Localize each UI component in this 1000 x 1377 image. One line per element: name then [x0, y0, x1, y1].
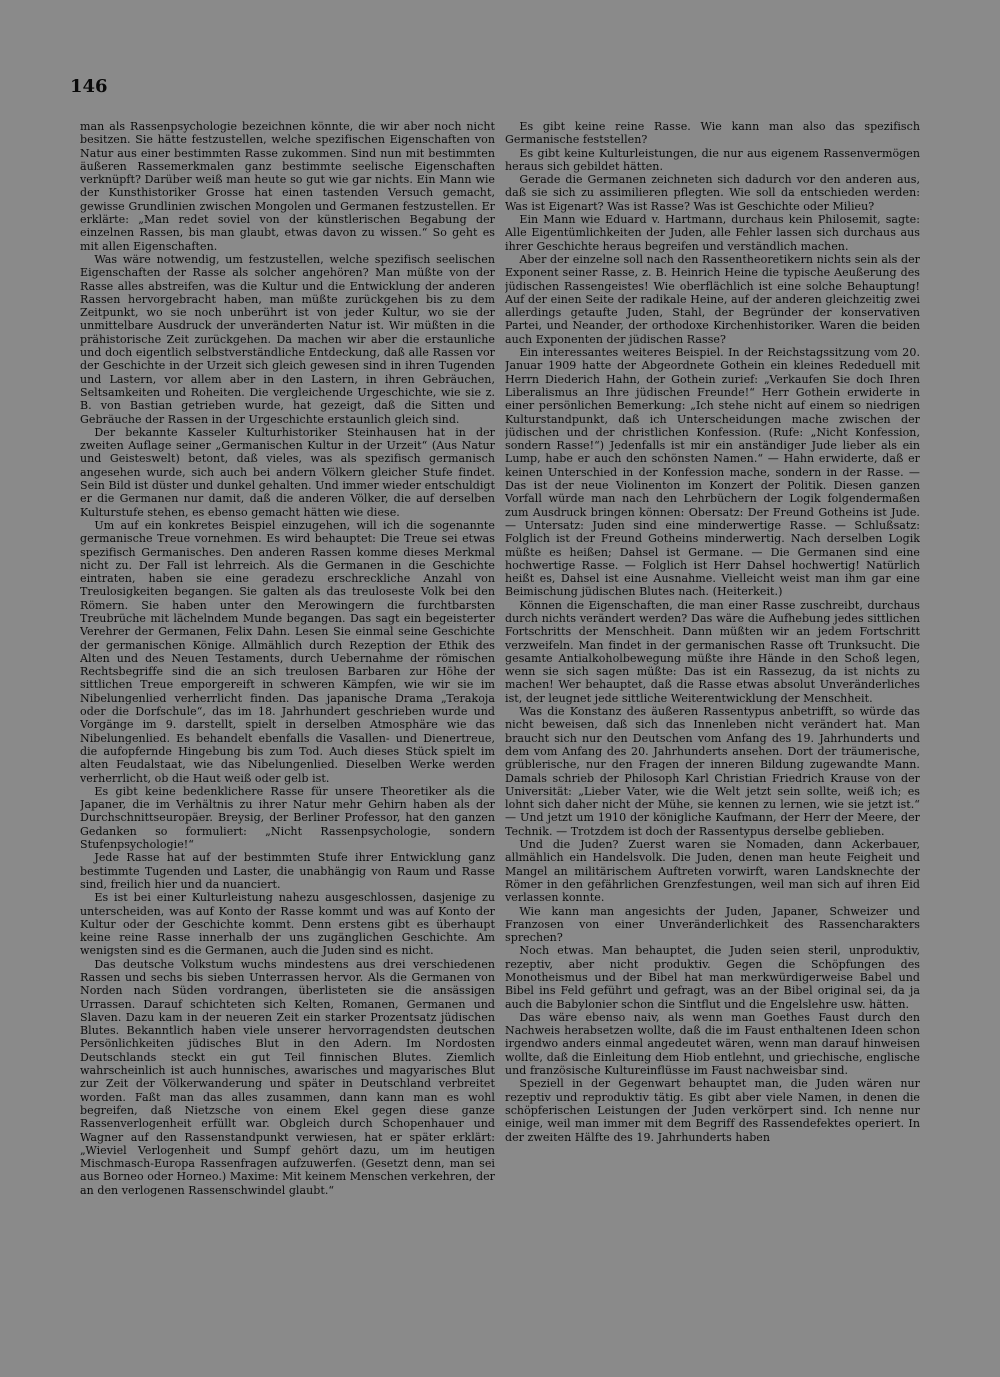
paragraph: Es gibt keine bedenklichere Rasse für unsere Theoretiker als die Japaner, die im Verhältnis zu ihrer Natur mehr Gehirn haben als der Durchschnittseuropäer. Breysig, der Berliner Professor, hat den ganzen Gedanken so formuliert: „Nicht Rassenpsychologie, sondern Stufenpsychologie!“: [80, 784, 495, 852]
paragraph: Der bekannte Kasseler Kulturhistoriker Steinhausen hat in der zweiten Auflage seiner „Germanischen Kultur in der Urzeit“ (Aus Natur und Geisteswelt) betont, daß vieles, was als spezifisch germanisch angesehen wurde, sich auch bei andern Völkern gleicher Stufe findet. Sein Bild ist düster und dunkel gehalten. Und immer wieder entschuldigt er die Germanen nur damit, daß die anderen Völker, die auf derselben Kulturstufe stehen, es ebenso gemacht hätten wie diese.: [80, 425, 495, 519]
left-column: [80, 120, 495, 1285]
paragraph: Das wäre ebenso naiv, als wenn man Goethes Faust durch den Nachweis herabsetzen wollte, daß die im Faust enthaltenen Ideen schon irgendwo anders einmal angedeutet wären, wenn man darauf hinweisen wollte, daß die Einleitung dem Hiob entlehnt, und griechische, englische und französische Kultureinflüsse im Faust nachweisbar sind.: [505, 1010, 920, 1078]
paragraph: Es gibt keine reine Rasse. Wie kann man also das spezifisch Germanische feststellen?: [505, 120, 920, 147]
paragraph: Gerade die Germanen zeichneten sich dadurch vor den anderen aus, daß sie sich zu assimilieren pflegten. Wie soll da entschieden werden: Was ist Eigenart? Was ist Rasse? Was ist Geschichte oder Milieu?: [505, 173, 920, 213]
right-column: [505, 120, 920, 1285]
paragraph: Das deutsche Volkstum wuchs mindestens aus drei verschiedenen Rassen und sechs bis sieben Unterrassen hervor. Als die Germanen von Norden nach Süden vordrangen, überlisteten sie die ansässigen Urrassen. Darauf schichteten sich Kelten, Romanen, Germanen und Slaven. Dazu kam in der neueren Zeit ein starker Prozentsatz jüdischen Blutes. Bekanntlich haben viele unserer hervorragendsten deutschen Persönlichkeiten jüdisches Blut in den Adern. Im Nordosten Deutschlands steckt ein gut Teil finnischen Blutes. Ziemlich wahrscheinlich ist auch hunnisches, awarisches und magyarisches Blut zur Zeit der Völkerwanderung und später in Deutschland verbreitet worden. Faßt man das alles zusammen, dann kann man es wohl begreifen, daß Nietzsche von einem Ekel gegen diese ganze Rassenverlogenheit erfüllt war. Obgleich durch Schopenhauer und Wagner auf den Rassenstandpunkt verwiesen, hat er später erklärt: „Wieviel Verlogenheit und Sumpf gehört dazu, um im heutigen Mischmasch-Europa Rassenfragen aufzuwerfen. (Gesetzt denn, man sei aus Borneo oder Horneo.) Maxime: Mit keinem Menschen verkehren, der an den verlogenen Rassenschwindel glaubt.“: [80, 957, 495, 1197]
paragraph: Es ist bei einer Kulturleistung nahezu ausgeschlossen, dasjenige zu unterscheiden, was auf Konto der Rasse kommt und was auf Konto der Kultur oder der Geschichte kommt. Denn erstens gibt es überhaupt keine reine Rasse innerhalb der uns zugänglichen Geschichte. Am wenigsten sind es die Germanen, auch die Juden sind es nicht.: [80, 891, 495, 958]
paragraph: Ein Mann wie Eduard v. Hartmann, durchaus kein Philosemit, sagte: Alle Eigentümlichkeiten der Juden, alle Fehler lassen sich durchaus aus ihrer Geschichte heraus begreifen und verständlich machen.: [505, 213, 920, 253]
paragraph: Um auf ein konkretes Beispiel einzugehen, will ich die sogenannte germanische Treue vornehmen. Es wird behauptet: Die Treue sei etwas spezifisch Germanisches. Den anderen Rassen komme dieses Merkmal nicht zu. Der Fall ist lehrreich. Als die Germanen in die Geschichte eintraten, haben sie eine geradezu erschreckliche Anzahl von Treulosigkeiten begangen. Sie galten als das treuloseste Volk bei den Römern. Sie haben unter den Merowingern die furchtbarsten Treubrüche mit lächelndem Munde begangen. Das sagt ein begeisterter Verehrer der Germanen, Felix Dahn. Lesen Sie einmal seine Geschichte der germanischen Könige. Allmählich durch Rezeption der Ethik des Alten und des Neuen Testaments, durch Uebernahme der römischen Rechtsbegriffe sind die an sich treulosen Barbaren zur Höhe der sittlichen Treue emporgereift in schweren Kämpfen, wie wir sie im Nibelungenlied verherrlicht finden. Das japanische Drama „Terakoja oder die Dorfschule“, das im 18. Jahrhundert geschrieben wurde und Vorgänge im 9. darstellt, spielt in derselben Atmosphäre wie das Nibelungenlied. Es behandelt ebenfalls die Vasallen- und Dienertreue, die aufopfernde Hingebung bis zum Tod. Auch dieses Stück spielt im alten Feudalstaat, wie das Nibelungenlied. Dieselben Werke werden verherrlicht, ob die Haut weiß oder gelb ist.: [80, 518, 495, 785]
paragraph: Was wäre notwendig, um festzustellen, welche spezifisch seelischen Eigenschaften der Rasse als solcher angehören? Man müßte von der Rasse alles abstreifen, was die Kultur und die Entwicklung der anderen Rassen hervorgebracht haben, man müßte zurückgehen bis zu dem Zeitpunkt, wo sie noch unberührt ist von jeder Kultur, wo sie der unmittelbare Ausdruck der unveränderten Natur ist. Wir müßten in die prähistorische Zeit zurückgehen. Da machen wir aber die erstaunliche und doch eigentlich selbstverständliche Entdeckung, daß alle Rassen vor der Geschichte in der Urzeit sich gleich gewesen sind in ihren Tugenden und Lastern, vor allem aber in den Lastern, in ihren Gebräuchen, Seltsamkeiten und Roheiten. Die vergleichende Urgeschichte, wie sie z. B. von Bastian getrieben wurde, hat gezeigt, daß die Sitten und Gebräuche der Rassen in der Urgeschichte erstaunlich gleich sind.: [80, 252, 495, 426]
paragraph: Es gibt keine Kulturleistungen, die nur aus eigenem Rassenvermögen heraus sich gebildet hätten.: [505, 146, 920, 173]
paragraph: Speziell in der Gegenwart behauptet man, die Juden wären nur rezeptiv und reproduktiv tätig. Es gibt aber viele Namen, in denen die schöpferischen Leistungen der Juden verkörpert sind. Ich nenne nur einige, weil man immer mit dem Begriff des Rassendefektes operiert. In der zweiten Hälfte des 19. Jahrhunderts haben: [505, 1077, 920, 1144]
paragraph: Können die Eigenschaften, die man einer Rasse zuschreibt, durchaus durch nichts verändert werden? Das wäre die Aufhebung jedes sittlichen Fortschritts der Menschheit. Dann müßten wir an jedem Fortschritt verzweifeln. Man findet in der germanischen Rasse oft Trunksucht. Die gesamte Antialkoholbewegung müßte ihre Hände in den Schoß legen, wenn sie sich sagen müßte: Das ist ein Rassezug, da ist nichts zu machen! Wer behauptet, daß die Rasse etwas absolut Unveränderliches ist, der leugnet jede sittliche Weiterentwicklung der Menschheit.: [505, 598, 920, 705]
paragraph: Und die Juden? Zuerst waren sie Nomaden, dann Ackerbauer, allmählich ein Handelsvolk. Die Juden, denen man heute Feigheit und Mangel an militärischem Auftreten vorwirft, waren Landsknechte der Römer in den gefährlichen Grenzfestungen, weil man sich auf ihren Eid verlassen konnte.: [505, 838, 920, 905]
paragraph: Noch etwas. Man behauptet, die Juden seien steril, unproduktiv, rezeptiv, aber nicht produktiv. Gegen die Schöpfungen des Monotheismus und der Bibel hat man merkwürdigerweise Babel und Bibel ins Feld geführt und gefragt, was an der Bibel original sei, da ja auch die Babylonier schon die Sintflut und die Engelslehre usw. hätten.: [505, 944, 920, 1011]
paragraph: Jede Rasse hat auf der bestimmten Stufe ihrer Entwicklung ganz bestimmte Tugenden und Laster, die unabhängig von Raum und Rasse sind, freilich hier und da nuanciert.: [80, 851, 495, 891]
paragraph: Was die Konstanz des äußeren Rassentypus anbetrifft, so würde das nicht beweisen, daß sich das Innenleben nicht verändert hat. Man braucht sich nur den Deutschen vom Anfang des 19. Jahrhunderts und dem vom Anfang des 20. Jahrhunderts ansehen. Dort der träumerische, grüblerische, nur den Fragen der inneren Bildung zugewandte Mann. Damals schrieb der Philosoph Karl Christian Friedrich Krause von der Universität: „Lieber Vater, wie die Welt jetzt sein sollte, weiß ich; es lohnt sich daher nicht der Mühe, sie kennen zu lernen, wie sie jetzt ist.“ — Und jetzt um 1910 der königliche Kaufmann, der Herr der Meere, der Technik. — Trotzdem ist doch der Rassentypus derselbe geblieben.: [505, 705, 920, 838]
paragraph: Ein interessantes weiteres Beispiel. In der Reichstagssitzung vom 20. Januar 1909 hatte der Abgeordnete Gothein ein kleines Rededuell mit Herrn Diederich Hahn, der Gothein zurief: „Verkaufen Sie doch Ihren Liberalismus an Ihre jüdischen Freunde!“ Herr Gothein erwiderte in einer persönlichen Bemerkung: „Ich stehe nicht auf einem so niedrigen Kulturstandpunkt, daß ich Unterscheidungen mache zwischen der jüdischen und der christlichen Konfession. (Rufe: „Nicht Konfession, sondern Rasse!“) Jedenfalls ist mir ein anständiger Jude lieber als ein Lump, habe er auch den schönsten Namen.“ — Hahn erwiderte, daß er keinen Unterschied in der Konfession mache, sondern in der Rasse. — Das ist der neue Violinenton im Konzert der Politik. Diesen ganzen Vorfall würde man nach den Lehrbüchern der Logik folgendermaßen zum Ausdruck bringen können: Obersatz: Der Freund Gotheins ist Jude. — Untersatz: Juden sind eine minderwertige Rasse. — Schlußsatz: Folglich ist der Freund Gotheins minderwertig. Nach derselben Logik müßte es heißen; Dahsel ist Germane. — Die Germanen sind eine hochwertige Rasse. — Folglich ist Herr Dahsel hochwertig! Natürlich heißt es, Dahsel ist eine Ausnahme. Vielleicht weist man ihm gar eine Beimischung jüdischen Blutes nach. (Heiterkeit.): [505, 346, 920, 599]
paragraph: man als Rassenpsychologie bezeichnen könnte, die wir aber noch nicht besitzen. Sie hätte festzustellen, welche spezifischen Eigenschaften von Natur aus einer bestimmten Rasse zukommen. Sind nun mit bestimmten äußeren Rassemerkmalen ganz bestimmte seelische Eigenschaften verknüpft? Darüber weiß man heute so gut wie gar nichts. Ein Mann wie der Kunsthistoriker Grosse hat einen tastenden Versuch gemacht, gewisse Grundlinien zwischen Mongolen und Germanen festzustellen. Er erklärte: „Man redet soviel von der künstlerischen Begabung der einzelnen Rassen, bis man glaubt, etwas davon zu wissen.“ So geht es mit allen Eigenschaften.: [80, 120, 495, 253]
paragraph: Aber der einzelne soll nach den Rassentheoretikern nichts sein als der Exponent seiner Rasse, z. B. Heinrich Heine die typische Aeußerung des jüdischen Rassengeistes! Wie oberflächlich ist eine solche Behauptung! Auf der einen Seite der radikale Heine, auf der anderen gleichzeitig zwei allerdings getaufte Juden, Stahl, der Begründer der konservativen Partei, und Neander, der orthodoxe Kirchenhistoriker. Waren die beiden auch Exponenten der jüdischen Rasse?: [505, 252, 920, 346]
page-number: 146: [70, 76, 108, 97]
paragraph: Wie kann man angesichts der Juden, Japaner, Schweizer und Franzosen von einer Unveränderlichkeit des Rassencharakters sprechen?: [505, 904, 920, 945]
